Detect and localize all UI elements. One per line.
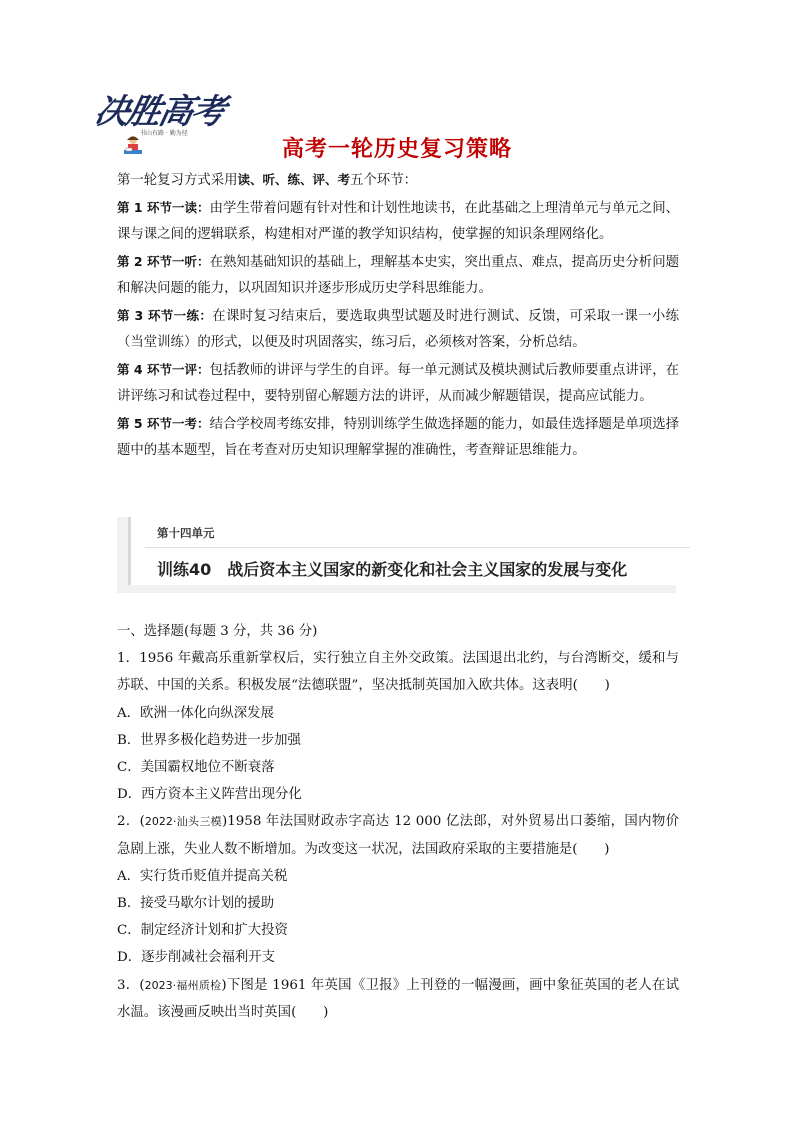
option: D．逐步削减社会福利开支 — [117, 950, 276, 966]
question-source: 2023·福州质检 — [144, 978, 222, 992]
step-text: 在课时复习结束后，要选取典型试题及时进行测试、反馈，可采取一课一小练（当堂训练）的形式，以便及时巩固落实，练习后，必须核对答案，分析总结。 — [117, 308, 680, 350]
step-text: 结合学校周考练安排，特别训练学生做选择题的能力，如最佳选择题是单项选择题中的基本题型，旨在考查对历史知识理解掌握的准确性，考查辩证思维能力。 — [117, 416, 679, 458]
option: A．欧洲一体化向纵深发展 — [117, 705, 274, 721]
step-1 — [117, 195, 679, 249]
intro-highlight: 读、听、练、评、考 — [237, 172, 351, 187]
logo-text: 决胜高考 — [91, 92, 228, 132]
option: C．制定经济计划和扩大投资 — [117, 923, 288, 939]
question-2-stem — [117, 808, 679, 862]
step-label: 第 1 环节一读： — [117, 199, 210, 215]
step-2 — [117, 249, 679, 303]
question-section — [117, 618, 679, 1026]
intro-suffix: 五个环节： — [350, 173, 417, 188]
step-label: 第 4 环节一评： — [117, 361, 210, 377]
question-text: )下图是 1961 年英国《卫报》上刊登的一幅漫画，画中象征英国的老人在试水温。该漫画反映出当时英国( ) — [117, 977, 679, 1020]
banner-card — [128, 517, 679, 585]
step-4 — [117, 357, 679, 411]
step-label: 第 3 环节一练： — [117, 307, 213, 323]
step-label: 第 5 环节一考： — [117, 415, 210, 431]
strategy-section — [117, 167, 679, 465]
option: B．接受马歇尔计划的援助 — [117, 896, 275, 912]
banner-divider — [145, 547, 690, 548]
question-number: 3．( — [117, 977, 145, 993]
step-3 — [117, 303, 679, 357]
option: C．美国霸权地位不断衰落 — [117, 760, 275, 776]
unit-banner — [117, 517, 676, 593]
step-text: 由学生带着问题有针对性和计划性地读书，在此基础之上理清单元与单元之间、课与课之间的逻辑联系，构建相对严谨的教学知识结构，使掌握的知识条理网络化。 — [117, 200, 679, 242]
question-1-stem: 1．1956 年戴高乐重新掌权后，实行独立自主外交政策。法国退出北约，与台湾断交，缓和与苏联、中国的关系。积极发展“法德联盟”，坚决抵制英国加入欧共体。这表明( ) — [117, 651, 679, 694]
option: A．实行货币贬值并提高关税 — [117, 868, 288, 884]
step-label: 第 2 环节一听： — [117, 253, 210, 269]
question-source: 2022·汕头三模 — [144, 815, 223, 829]
question-3-stem — [117, 972, 679, 1026]
option: B．世界多极化趋势进一步加强 — [117, 732, 301, 748]
option: D．西方资本主义阵营出现分化 — [117, 787, 302, 803]
step-text: 在熟知基础知识的基础上，理解基本史实，突出重点、难点，提高历史分析问题和解决问题的能力，以巩固知识并逐步形成历史学科思维能力。 — [117, 254, 679, 296]
intro-line — [117, 167, 679, 195]
intro-prefix: 第一轮复习方式采用 — [117, 173, 238, 188]
unit-label: 第十四单元 — [157, 526, 215, 540]
logo-subtitle: 书山有路 · 勤为径 — [140, 130, 188, 137]
page-title: 高考一轮历史复习策略 — [281, 137, 512, 162]
section-heading: 一、选择题(每题 3 分，共 36 分) — [117, 624, 318, 639]
question-text: )1958 年法国财政赤字高达 12 000 亿法郎，对外贸易出口萎缩，国内物价急剧上涨，失业人数不断增加。为改变这一状况，法国政府采取的主要措施是( ) — [117, 814, 679, 857]
training-title: 训练40 战后资本主义国家的新变化和社会主义国家的发展与变化 — [157, 560, 628, 579]
step-text: 包括教师的讲评与学生的自评。每一单元测试及模块测试后教师要重点讲评，在讲评练习和试卷过程中，要特别留心解题方法的讲评，从而减少解题错误，提高应试能力。 — [117, 362, 679, 404]
question-number: 2．( — [117, 814, 145, 830]
step-5 — [117, 411, 679, 465]
